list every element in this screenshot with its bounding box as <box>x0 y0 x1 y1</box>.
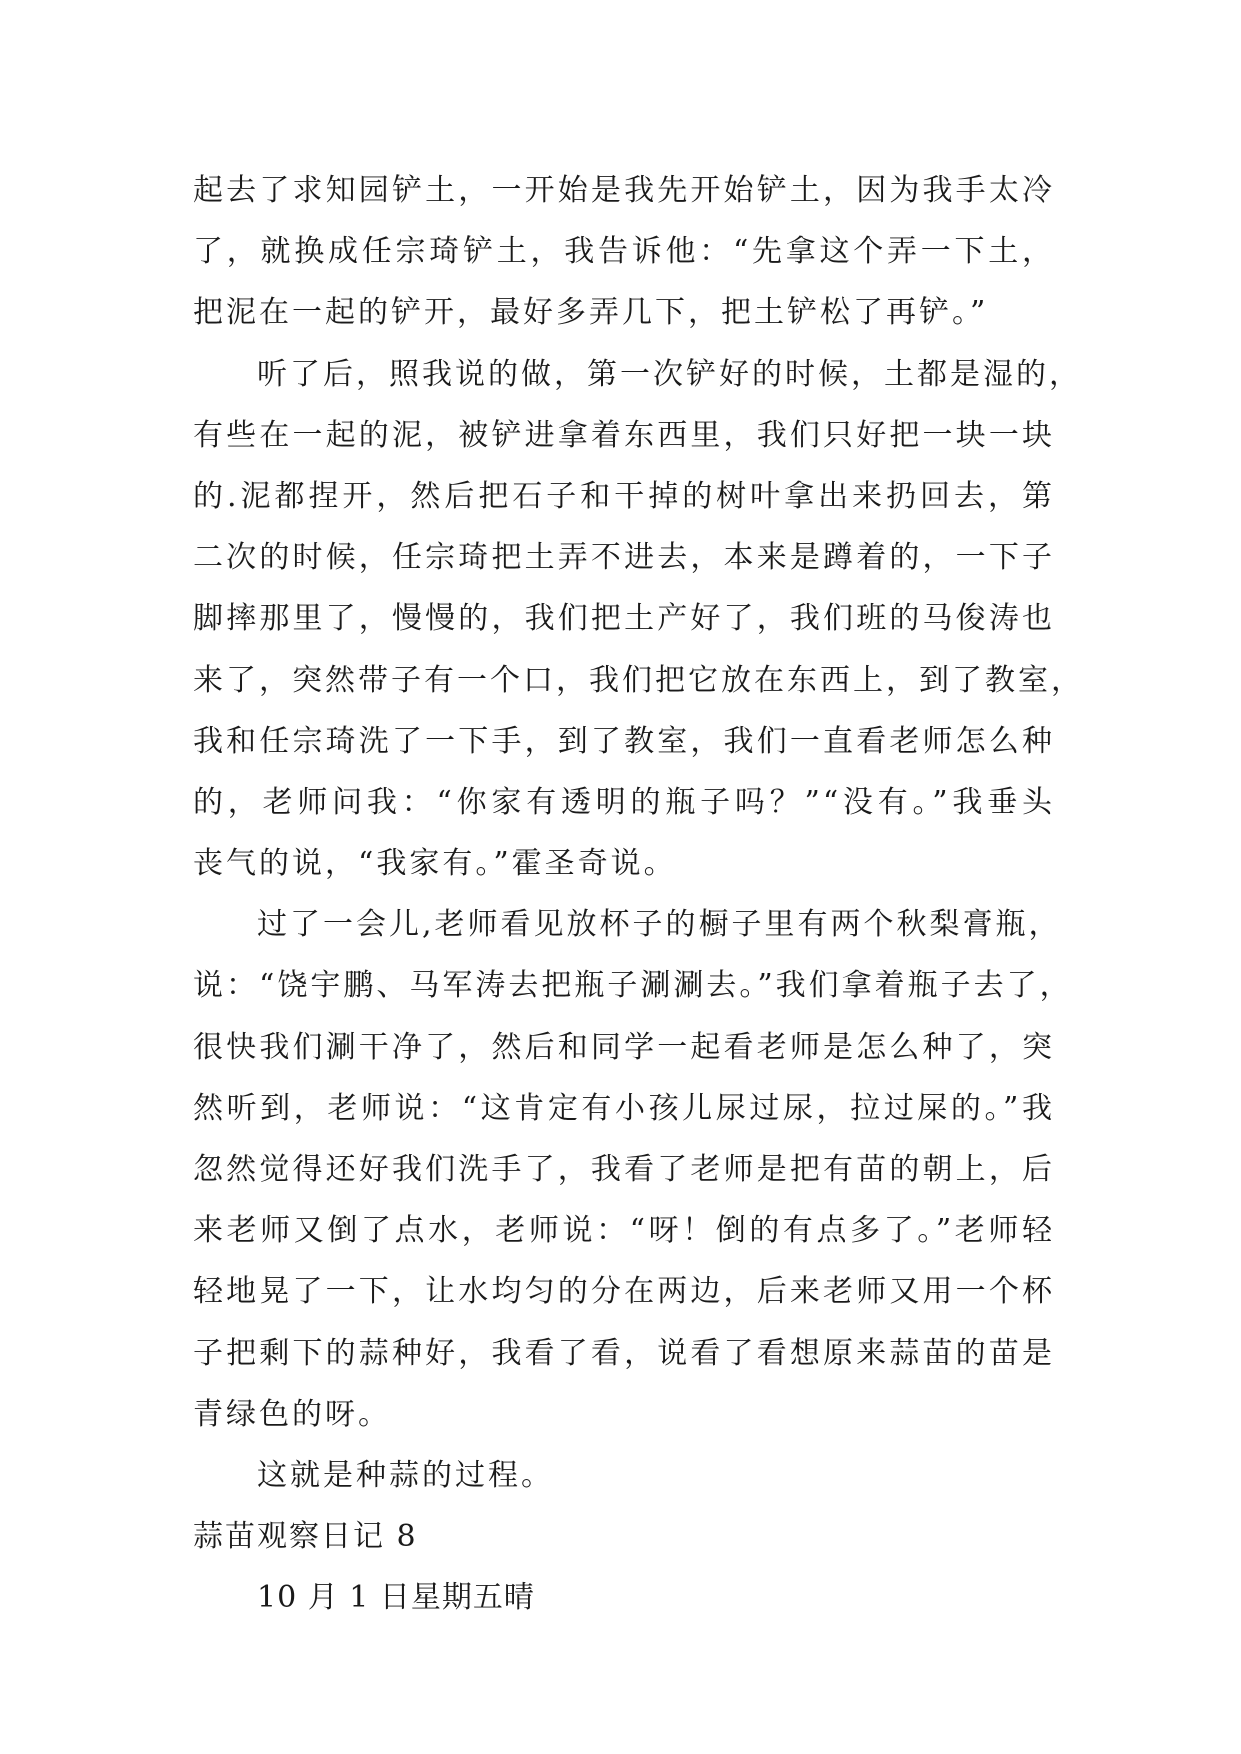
diary-date-line: 10 月 1 日星期五晴 <box>257 1580 535 1616</box>
text-line: 的.泥都捏开，然后把石子和干掉的树叶拿出来扔回去，第 <box>193 478 1055 514</box>
text-line: 脚摔那里了，慢慢的，我们把土产好了，我们班的马俊涛也 <box>193 601 1055 637</box>
text-line: 起去了求知园铲土，一开始是我先开始铲土，因为我手太冷 <box>193 173 1055 208</box>
document-body <box>193 160 1084 1629</box>
text-line: 然听到，老师说：“这肯定有小孩儿尿过尿，拉过屎的。”我 <box>193 1090 1055 1126</box>
text-line: 二次的时候，任宗琦把土弄不进去，本来是蹲着的，一下子 <box>193 540 1055 576</box>
text-line: 把泥在一起的铲开，最好多弄几下，把土铲松了再铲。” <box>193 295 989 331</box>
text-line: 来了，突然带子有一个口，我们把它放在东西上，到了教室， <box>193 662 1084 698</box>
text-line: 的，老师问我：“你家有透明的瓶子吗？”“没有。”我垂头 <box>193 784 1055 820</box>
text-line: 有些在一起的泥，被铲进拿着东西里，我们只好把一块一块 <box>193 417 1055 453</box>
text-line: 轻地晃了一下，让水均匀的分在两边，后来老师又用一个杯 <box>193 1274 1055 1310</box>
text-line: 这就是种蒜的过程。 <box>257 1457 554 1493</box>
text-line: 青绿色的呀。 <box>193 1396 391 1432</box>
text-line: 子把剩下的蒜种好，我看了看，说看了看想原来蒜苗的苗是 <box>193 1335 1055 1371</box>
text-line: 我和任宗琦洗了一下手，到了教室，我们一直看老师怎么种 <box>193 723 1055 759</box>
diary-heading: 蒜苗观察日记 8 <box>193 1519 418 1555</box>
text-line: 来老师又倒了点水，老师说：“呀！倒的有点多了。”老师轻 <box>193 1213 1055 1249</box>
text-line: 忽然觉得还好我们洗手了，我看了老师是把有苗的朝上，后 <box>193 1152 1055 1187</box>
paragraph-lines <box>193 160 1084 1506</box>
text-line: 说：“饶宇鹏、马军涛去把瓶子涮涮去。”我们拿着瓶子去了， <box>193 968 1073 1004</box>
text-line: 过了一会儿,老师看见放杯子的橱子里有两个秋梨膏瓶， <box>257 907 1062 943</box>
text-line: 了，就换成任宗琦铲土，我告诉他：“先拿这个弄一下土， <box>193 234 1055 270</box>
text-line: 丧气的说，“我家有。”霍圣奇说。 <box>193 846 677 882</box>
text-line: 听了后，照我说的做，第一次铲好的时候，土都是湿的， <box>257 356 1082 392</box>
text-line: 很快我们涮干净了，然后和同学一起看老师是怎么种了，突 <box>193 1029 1055 1065</box>
